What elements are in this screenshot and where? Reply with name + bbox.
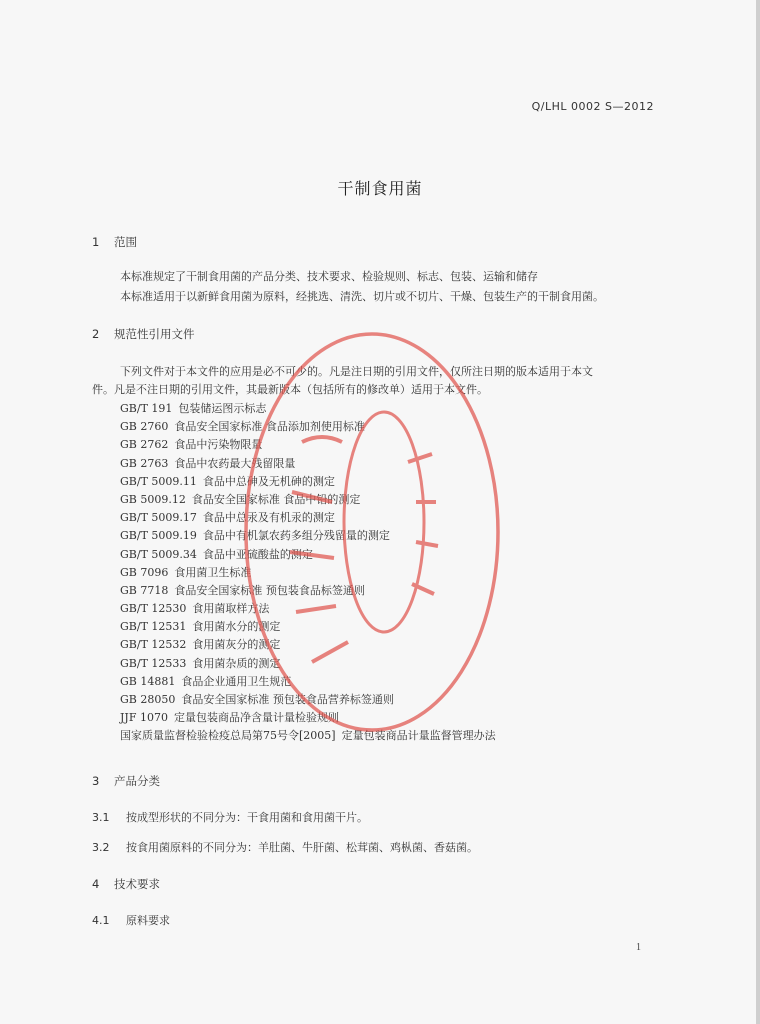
reference-item bbox=[120, 436, 496, 454]
reference-code: GB/T 5009.34 bbox=[120, 547, 197, 561]
reference-name: 食品安全国家标准 食品中铅的测定 bbox=[191, 492, 361, 506]
section-number: 4 bbox=[92, 877, 100, 891]
reference-name: 食品中污染物限量 bbox=[174, 438, 263, 452]
reference-name: 食品安全国家标准 预包装食品标签通则 bbox=[174, 583, 365, 597]
section-2-heading bbox=[92, 326, 195, 342]
reference-code: GB/T 12531 bbox=[120, 620, 187, 634]
section-4-heading bbox=[92, 876, 160, 892]
section-1-paragraph-2: 本标准适用于以新鲜食用菌为原料，经挑选、清洗、切片或不切片、干燥、包装生产的干制食用菌。 bbox=[120, 290, 604, 303]
standard-code: Q/LHL 0002 S—2012 bbox=[531, 100, 654, 113]
section-title: 规范性引用文件 bbox=[114, 327, 195, 341]
section-title: 技术要求 bbox=[114, 877, 160, 891]
reference-code: 国家质量监督检验检疫总局第75号令[2005] bbox=[120, 729, 336, 743]
reference-item bbox=[120, 600, 496, 618]
section-1-heading bbox=[92, 234, 137, 250]
section-number: 3 bbox=[92, 774, 100, 788]
reference-item bbox=[120, 655, 496, 673]
reference-code: GB 28050 bbox=[120, 693, 176, 706]
reference-item bbox=[120, 727, 496, 745]
section-2-intro-line-2: 件。凡是不注日期的引用文件，其最新版本（包括所有的修改单）适用于本文件。 bbox=[92, 383, 488, 396]
reference-code: JJF 1070 bbox=[120, 711, 168, 725]
reference-name: 食用菌卫生标准 bbox=[174, 565, 252, 579]
page-number: 1 bbox=[636, 942, 641, 953]
reference-code: GB 5009.12 bbox=[120, 492, 186, 506]
reference-code: GB/T 5009.19 bbox=[120, 529, 197, 543]
reference-code: GB/T 191 bbox=[120, 402, 173, 415]
reference-name: 定量包装商品净含量计量检验规则 bbox=[173, 711, 339, 725]
reference-name: 食用菌灰分的测定 bbox=[192, 638, 281, 652]
reference-item bbox=[120, 636, 496, 654]
document-title: 干制食用菌 bbox=[337, 179, 423, 198]
reference-name: 食用菌杂质的测定 bbox=[192, 656, 281, 670]
reference-item bbox=[120, 509, 496, 527]
reference-code: GB/T 12533 bbox=[120, 656, 187, 670]
reference-code: GB/T 12532 bbox=[120, 638, 187, 652]
section-3-1 bbox=[92, 809, 368, 825]
reference-code: GB/T 5009.17 bbox=[120, 511, 197, 525]
reference-name: 食用菌水分的测定 bbox=[192, 620, 281, 634]
reference-code: GB 14881 bbox=[120, 674, 176, 688]
reference-name: 食品中亚硫酸盐的测定 bbox=[202, 547, 313, 561]
reference-name: 食品中有机氯农药多组分残留量的测定 bbox=[202, 529, 390, 543]
reference-item bbox=[120, 546, 496, 564]
reference-name: 食用菌取样方法 bbox=[192, 602, 270, 616]
reference-item bbox=[120, 491, 496, 509]
reference-item bbox=[120, 582, 496, 600]
section-title: 范围 bbox=[114, 235, 137, 249]
reference-item bbox=[120, 618, 496, 636]
section-number: 2 bbox=[92, 327, 100, 341]
reference-code: GB 2760 bbox=[120, 420, 169, 434]
section-1-paragraph-1: 本标准规定了干制食用菌的产品分类、技术要求、检验规则、标志、包装、运输和储存 bbox=[120, 270, 538, 283]
reference-code: GB/T 5009.11 bbox=[120, 474, 197, 488]
section-title: 产品分类 bbox=[114, 774, 160, 788]
subsection-number: 3.2 bbox=[92, 841, 110, 854]
reference-code: GB 7096 bbox=[120, 565, 169, 579]
reference-item bbox=[120, 709, 496, 727]
reference-item bbox=[120, 564, 496, 582]
reference-code: GB 2763 bbox=[120, 456, 169, 470]
reference-name: 食品中总砷及无机砷的测定 bbox=[202, 474, 335, 488]
subsection-text: 按成型形状的不同分为：干食用菌和食用菌干片。 bbox=[126, 811, 368, 824]
reference-name: 定量包装商品计量监督管理办法 bbox=[341, 729, 496, 743]
reference-item bbox=[120, 673, 496, 691]
reference-item bbox=[120, 418, 496, 436]
section-3-heading bbox=[92, 773, 160, 789]
normative-reference-list bbox=[120, 400, 496, 746]
reference-item bbox=[120, 691, 496, 709]
reference-code: GB 7718 bbox=[120, 583, 169, 597]
subsection-text: 按食用菌原料的不同分为：羊肚菌、牛肝菌、松茸菌、鸡枞菌、香菇菌。 bbox=[126, 841, 478, 854]
reference-code: GB/T 12530 bbox=[120, 602, 187, 616]
section-3-2 bbox=[92, 839, 478, 855]
page-edge bbox=[756, 0, 760, 1024]
reference-name: 食品安全国家标准 预包装食品营养标签通则 bbox=[181, 693, 394, 706]
reference-item bbox=[120, 400, 496, 418]
reference-code: GB 2762 bbox=[120, 438, 169, 452]
reference-name: 食品企业通用卫生规范 bbox=[181, 674, 292, 688]
subsection-text: 原料要求 bbox=[126, 914, 170, 927]
reference-item bbox=[120, 455, 496, 473]
reference-name: 食品安全国家标准 食品添加剂使用标准 bbox=[174, 420, 365, 434]
subsection-number: 3.1 bbox=[92, 811, 110, 824]
reference-name: 食品中总汞及有机汞的测定 bbox=[202, 511, 335, 525]
reference-item bbox=[120, 473, 496, 491]
subsection-number: 4.1 bbox=[92, 914, 110, 927]
section-2-intro-line-1: 下列文件对于本文件的应用是必不可少的。凡是注日期的引用文件，仅所注日期的版本适用于本文 bbox=[120, 365, 593, 378]
reference-item bbox=[120, 527, 496, 545]
reference-name: 包装储运图示标志 bbox=[178, 402, 267, 415]
section-4-1 bbox=[92, 912, 170, 928]
section-number: 1 bbox=[92, 235, 100, 249]
reference-name: 食品中农药最大残留限量 bbox=[174, 456, 296, 470]
